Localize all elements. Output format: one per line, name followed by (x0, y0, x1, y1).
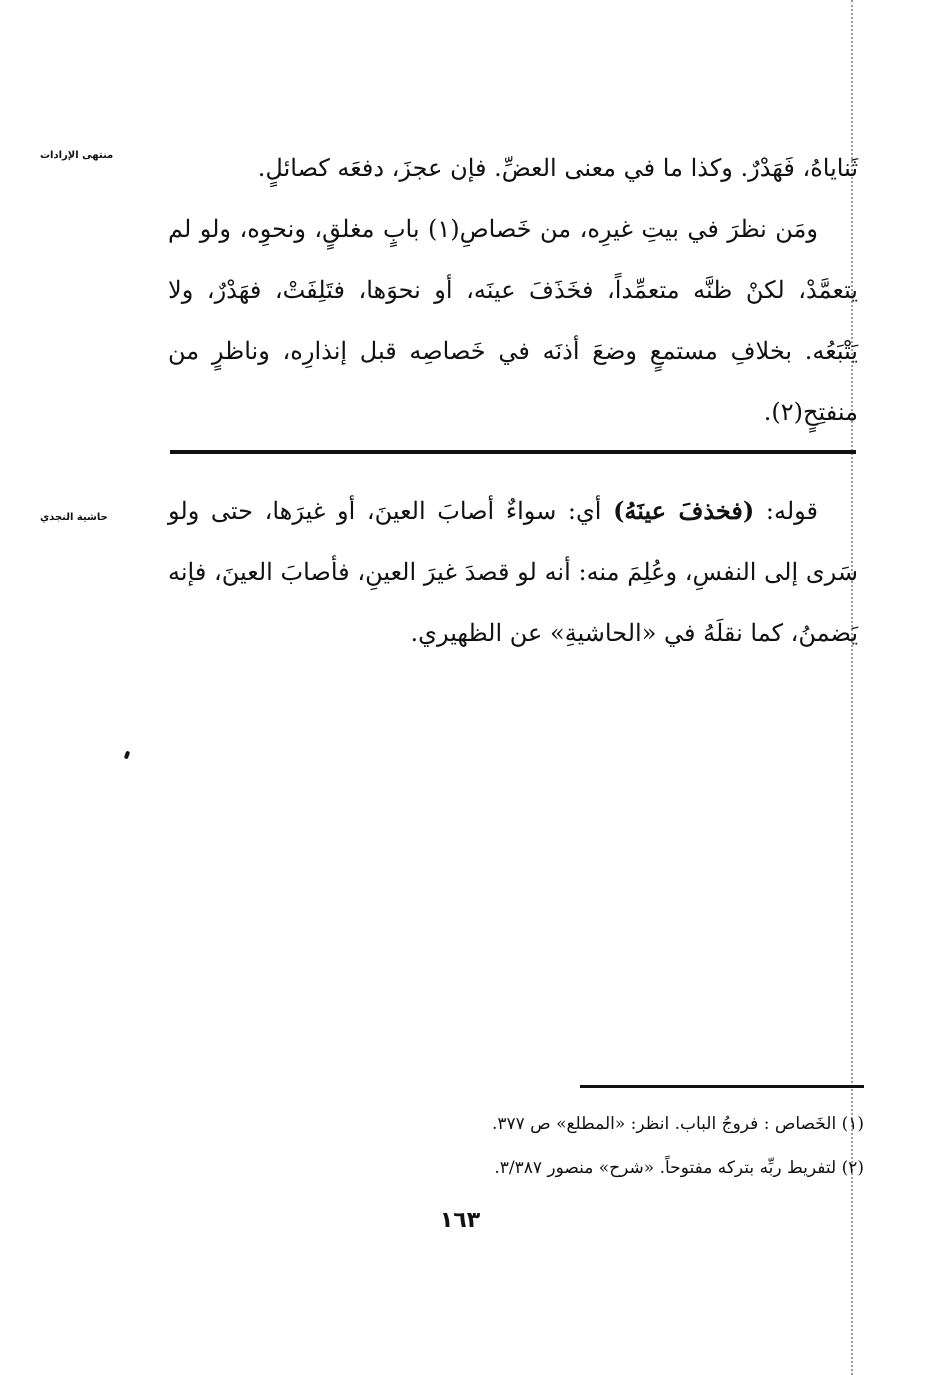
hashiya-paragraph (168, 480, 858, 664)
footnote-divider (580, 1085, 864, 1088)
main-text-paragraph-2: ومَن نظرَ في بيتِ غيرِه، من خَصاصِ(١) بابٍ مغلقٍ، ونحوِه، ولو لم يتعمَّدْ، لكنْ ظنَّه متعمِّداً، فخَذَفَ عينَه، أو نحوَها، فتَلِفَتْ، فهَدْرٌ، ولا يَتْبَعُه. بخلافِ مستمعٍ وضعَ أذنَه في خَصاصِه قبل إنذارِه، وناظرٍ من منفتِحٍ(٢). (168, 215, 858, 426)
footnote-1: (١) الخَصاص : فروجُ الباب. انظر: «المطلع» ص ٣٧٧. (491, 1114, 864, 1134)
ink-speck (124, 751, 130, 760)
hashiya-keyword: (فخذفَ عينَهُ) (613, 496, 755, 525)
hashiya-text (168, 480, 858, 664)
section-divider (170, 450, 856, 454)
hashiya-lead: قوله: (754, 497, 818, 525)
hashiya-body: أي: سواءٌ أصابَ العينَ، أو غيرَها، حتى ولو سَرى إلى النفسِ، وعُلِمَ منه: أنه لو قصدَ غيرَ العينِ، فأصابَ العينَ، فإنه يَضمنُ، كما نقلَهُ في «الحاشيةِ» عن الظهيري. (168, 497, 858, 647)
main-text-line-1: ثَناياهُ، فَهَدْرٌ. وكذا ما في معنى العضِّ. فإن عجزَ، دفعَه كصائلٍ. (257, 154, 858, 182)
footnotes (300, 1102, 864, 1190)
page-number: ١٦٣ (439, 1208, 481, 1233)
footnote-2: (٢) لتفريط ربِّه بتركه مفتوحاً. «شرح» منصور ٣/٣٨٧. (494, 1158, 864, 1178)
margin-label-hashiya: حاشية النجدي (40, 512, 108, 523)
margin-label-muntaha: منتهى الإرادات (40, 150, 114, 161)
main-text (168, 138, 858, 443)
